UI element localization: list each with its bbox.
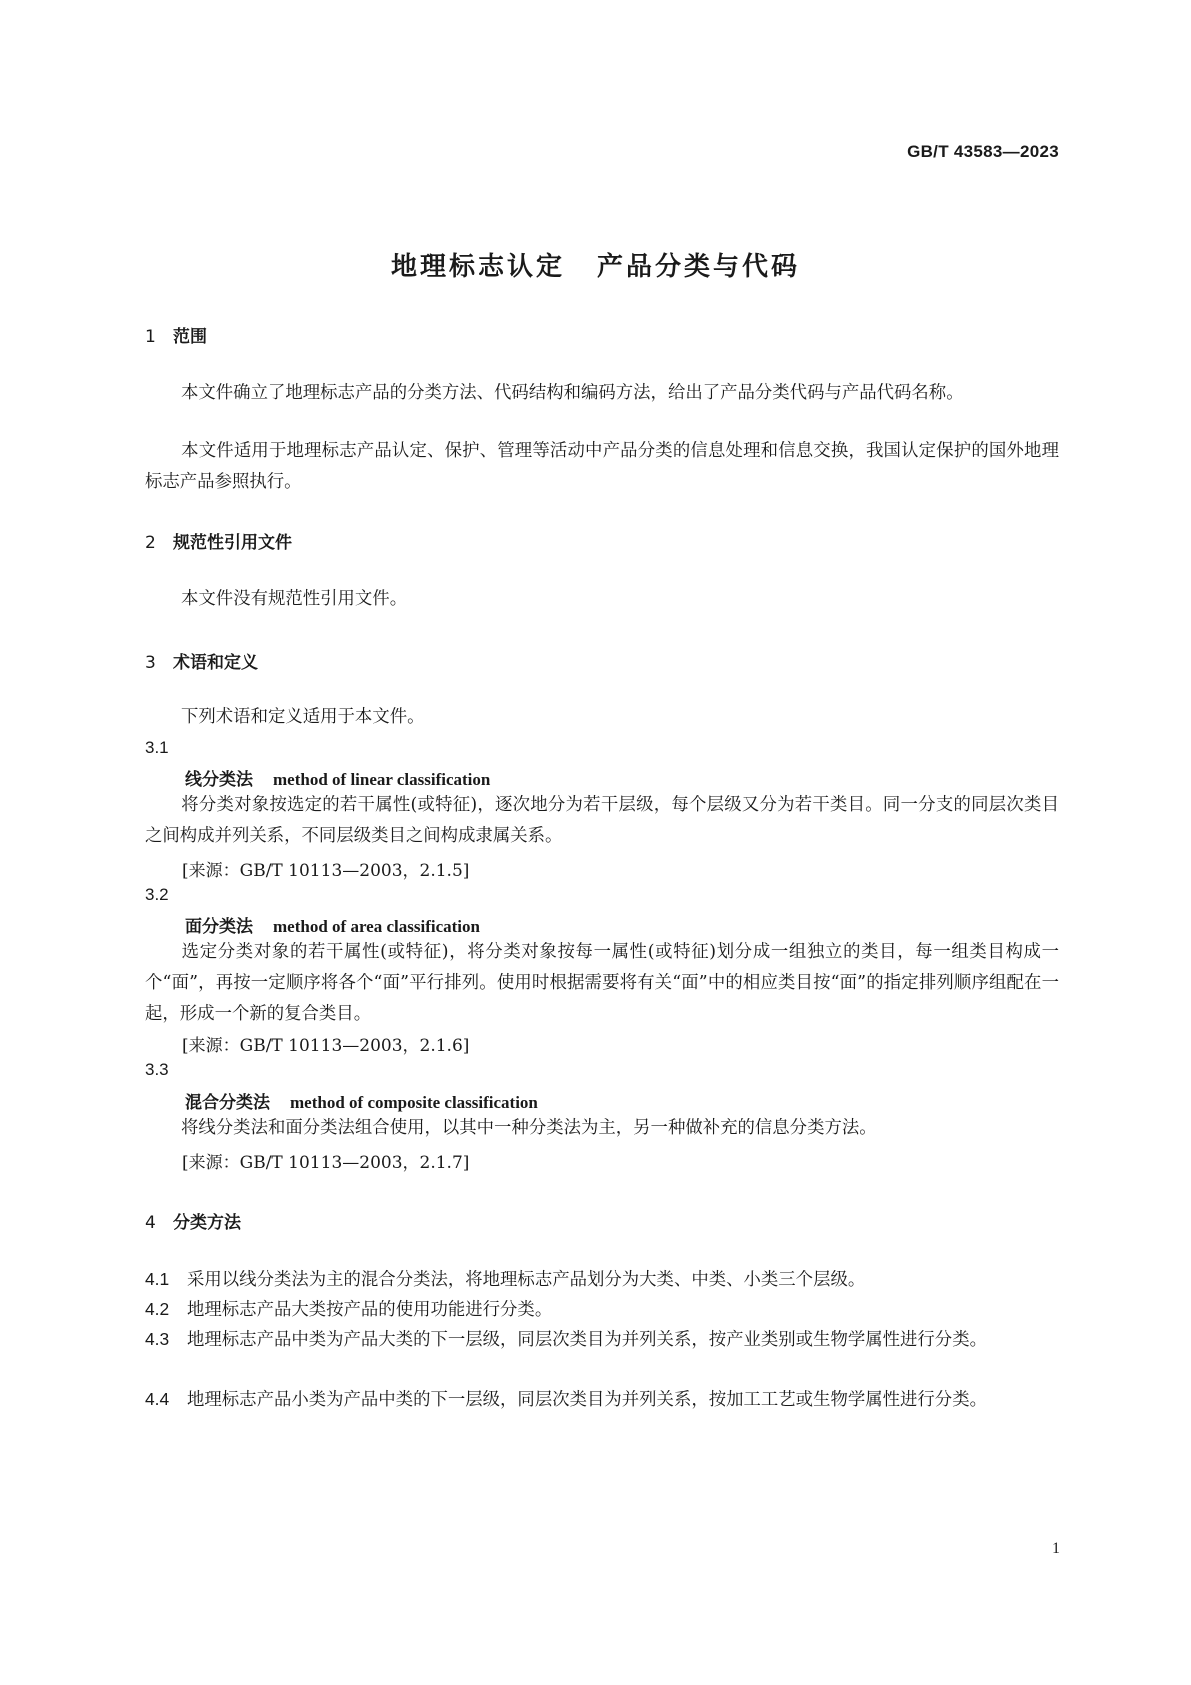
page-number: 1 [1052,1540,1060,1557]
term-3-2-title: 面分类法 method of area classification [185,917,480,937]
term-3-2-source: [来源：GB/T 10113—2003，2.1.6] [182,1036,470,1056]
clause-4-2: 4.2 地理标志产品大类按产品的使用功能进行分类。 [145,1299,553,1320]
term-3-3-title: 混合分类法 method of composite classification [185,1093,538,1113]
document-title [0,246,1191,283]
term-3-1-title: 线分类法 method of linear classification [185,770,491,790]
clause-4-3: 4.3 地理标志产品中类为产品大类的下一层级，同层次类目为并列关系，按产业类别或生物学属性进行分类。 [145,1329,987,1350]
term-3-3-definition: 将线分类法和面分类法组合使用，以其中一种分类法为主，另一种做补充的信息分类方法。 [181,1118,877,1138]
term-3-1-number: 3.1 [145,738,169,757]
title-part-1: 地理标志认定 [390,252,565,282]
term-3-2-definition: 选定分类对象的若干属性(或特征)，将分类对象按每一属性(或特征)划分成一组独立的类目，每一组类目构成一个“面”，再按一定顺序将各个“面”平行排列。使用时根据需要将有关“面”中的相应类目按“面”的指定排列顺序组配在一起，形成一个新的复合类目。 [145,942,1059,1024]
section-3-heading: 3 术语和定义 [145,653,258,673]
section-1-paragraph-1: 本文件确立了地理标志产品的分类方法、代码结构和编码方法，给出了产品分类代码与产品代码名称。 [181,383,964,403]
section-2-heading: 2 规范性引用文件 [145,533,292,553]
term-3-2-number: 3.2 [145,885,169,904]
section-2-paragraph: 本文件没有规范性引用文件。 [181,589,408,609]
standard-number: GB/T 43583—2023 [907,142,1059,161]
term-3-3-number: 3.3 [145,1060,169,1079]
clause-4-4: 4.4 地理标志产品小类为产品中类的下一层级，同层次类目为并列关系，按加工工艺或生物学属性进行分类。 [145,1389,987,1410]
term-3-3-source: [来源：GB/T 10113—2003，2.1.7] [182,1153,470,1173]
clause-4-1: 4.1 采用以线分类法为主的混合分类法，将地理标志产品划分为大类、中类、小类三个层级。 [145,1269,866,1290]
section-1-heading: 1 范围 [145,327,207,347]
term-3-1-definition: 将分类对象按选定的若干属性(或特征)，逐次地分为若干层级，每个层级又分为若干类目。同一分支的同层次类目之间构成并列关系，不同层级类目之间构成隶属关系。 [145,795,1059,846]
section-3-intro: 下列术语和定义适用于本文件。 [181,707,425,727]
title-part-2: 产品分类与代码 [597,252,801,282]
section-4-heading: 4 分类方法 [145,1213,241,1233]
section-1-paragraph-2: 本文件适用于地理标志产品认定、保护、管理等活动中产品分类的信息处理和信息交换，我国认定保护的国外地理标志产品参照执行。 [145,441,1059,492]
term-3-1-source: [来源：GB/T 10113—2003，2.1.5] [182,861,470,881]
